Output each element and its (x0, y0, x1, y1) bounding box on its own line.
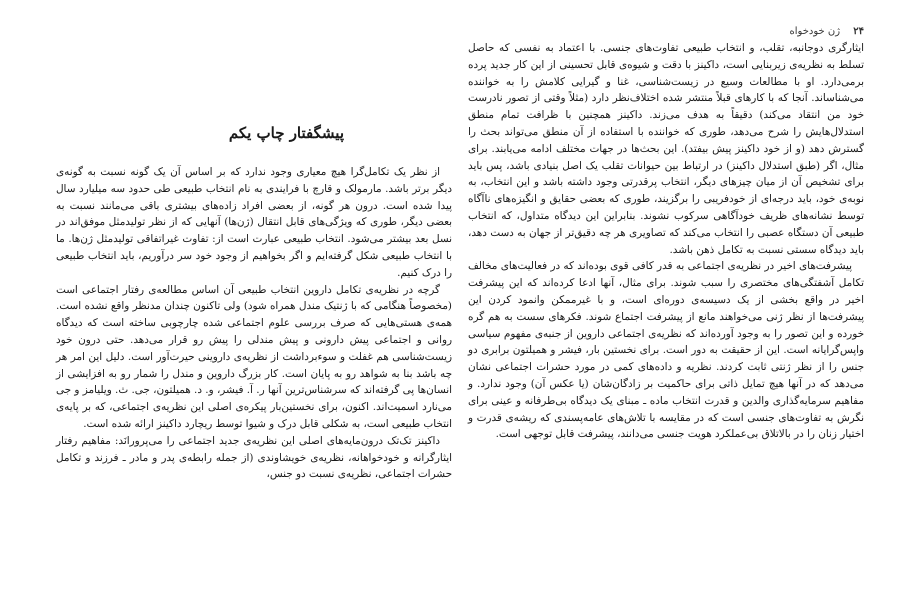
chapter-heading: پیشگفتار چاپ یکم (228, 124, 344, 142)
paragraph: داکینز تک‌تک درون‌مایه‌های اصلی این نظریه‌ی جدید اجتماعی را می‌پرورانَد: مفاهیم رفتار ایثارگرانه و خودخواهانه، نظریه‌ی خویشاوندی (از جمله رابطه‌ی پدر و مادر ـ فرزند و تکامل حشرات اجتماعی، نظریه‌ی نسبت دو جنس، (56, 434, 452, 481)
paragraph: ایثارگری دوجانبه، تقلب، و انتخاب طبیعی تفاوت‌های جنسی. با اعتماد به نفسی که حاصل تسلط به نظریه‌ی زیربنایی است، داکینز با دقت و شیوه‌ی قابل تحسینی از این کار جدید پرده برمی‌دارد. او با مطالعات وسیع در زیست‌شناسی، غنا و گیرایی کلامش را به خواننده می‌شناساند. آنجا که با کارهای قبلاً منتشر شده اختلاف‌نظر دارد (مثلاً وقتی از تصور نادرست خود من انتقاد می‌کند) دقیقاً به هدف می‌زند. داکینز همچنین با ظرافت تمام منطق استدلال‌هایش را شرح می‌دهد، طوری که خواننده با استفاده از آن منطق می‌تواند بحث را گسترش دهد (و از خود داکینز پیش بیفتد). این بحث‌ها در جهات مختلف ادامه می‌یابند. برای مثال، اگر (طبق استدلال داکینز) در ارتباط بین حیوانات تقلب یک اصل بنیادی باشد، پس باید برای تشخیص آن از میان چیزهای دیگر، انتخاب پرقدرتی وجود داشته باشد و این انتخاب، به نوبه‌ی خود، باید درجه‌ای از خودفریبی را برگزیند، طوری که بعضی حقایق و انگیزه‌های ناآگاه توسط نشانه‌های ظریف خودآگاهی سرکوب نشوند. بنابراین این دیدگاه متداول، که انتخاب طبیعی آن دستگاه عصبی را انتخاب می‌کند که تصاویری هر چه دقیق‌تر از جهان به دست دهد، باید دیدگاه سستی نسبت به تکامل ذهن باشد. (468, 42, 864, 256)
left-page-body (56, 164, 452, 483)
paragraph: پیشرفت‌های اخیر در نظریه‌ی اجتماعی به قدر کافی قوی بوده‌اند که در فعالیت‌های مخالف تکامل آشفتگی‌های مختصری را سبب شوند. برای مثال، آنها ادعا کرده‌اند که این پیشرفت اخیر در واقع بخشی از یک دسیسه‌ی دوره‌ای است، و با غیرممکن وانمود کردن این پیشرفت‌ها از نظر ژنی می‌خواهند مانع از پیشرفت اجتماع شوند. فکرهای سست به هم گره خورده و این تصور را به وجود آورده‌اند که نظریه‌ی اجتماعی داروین از جنبه‌ی مفهوم سیاسی واپس‌گرایانه است. این از حقیقت به دور است. برای نخستین بار، فیشر و همیلتون برابری دو جنس را از نظر ژنتی ثابت کردند. نظریه و داده‌های کمی در مورد حشرات اجتماعی نشان می‌دهد که در آنها هیچ تمایل ذاتی برای حاکمیت بر زادگان‌شان (یا عکس آن) وجود ندارد. و مفاهیم سرمایه‌گذاری والدین و قدرت انتخاب ماده ـ مبنای یک دیدگاه بی‌طرفانه و عینی برای نگرش به تفاوت‌های جنسی است که در مقایسه با تلاش‌های عامه‌پسندی که ریشه‌ی قدرت و اختیار زنان را در بالاتلاق بی‌عملکرد هویت جنسی می‌دانند، پیشرفت قابل توجهی است. (468, 260, 864, 441)
paragraph: از نظر یک تکامل‌گرا هیچ معیاری وجود ندارد که بر اساس آن یک گونه نسبت به گونه‌ی دیگر برتر باشد. مارمولک و قارچ با فرایندی به نام انتخاب طبیعی طی حدود سه میلیارد سال پیدا شده است. درون هر گونه، از بعضی افراد زاده‌های بیشتری باقی می‌مانند نسبت به بعضی دیگر، طوری که ویژگی‌های قابل انتقال (ژن‌ها) آنهایی که از نظر تولیدمثل موفق‌اند در نسل بعد بیشتر می‌شود. انتخاب طبیعی عبارت است از: تفاوت غیراتفاقی تولیدمثل ژن‌ها. ما با انتخاب طبیعی شکل گرفته‌ایم و اگر بخواهیم از وجود خود سر درآوریم، باید انتخاب طبیعی را درک کنیم. (56, 166, 452, 279)
page-number: ۲۴ (853, 26, 864, 37)
left-page (56, 0, 452, 601)
right-page (468, 0, 864, 601)
right-page-body (468, 40, 864, 443)
running-header (468, 26, 864, 37)
running-title: ژن خودخواه (789, 26, 841, 37)
paragraph: گرچه در نظریه‌ی تکامل داروین انتخاب طبیعی آن اساس مطالعه‌ی رفتار اجتماعی است (مخصوصاً هنگامی که با ژنتیک مندل همراه شود) ولی تاکنون چندان مدنظر واقع نشده است. همه‌ی هستی‌هایی که صرف بررسی علوم اجتماعی شده چارچوبی ساخته است که دیدگاه روانی و اجتماعی پیش دارونی و پیش مندلی را پیش رو قرار می‌دهد. حتی درون خود زیست‌شناسی هم غفلت و سوءبرداشت از نظریه‌ی داروینی حیرت‌آور است. دلیل این امر هر چه باشد بنا به شواهد رو به پایان است. کار بزرگ داروین و مندل را شمار رو به افزایشی از انسان‌ها پی گرفته‌اند که سرشناس‌ترین آنها ر. آ. فیشر، و. د. همیلتون، جی. ث. ویلیامز و جی می‌نارد اسمیت‌اند. اکنون، برای نخستین‌بار پیکره‌ی اصلی این نظریه‌ی اجتماعی، که بر پایه‌ی انتخاب طبیعی است، به شکلی قابل درک و شیوا توسط ریچارد داکینز ارائه شده است. (56, 283, 452, 430)
